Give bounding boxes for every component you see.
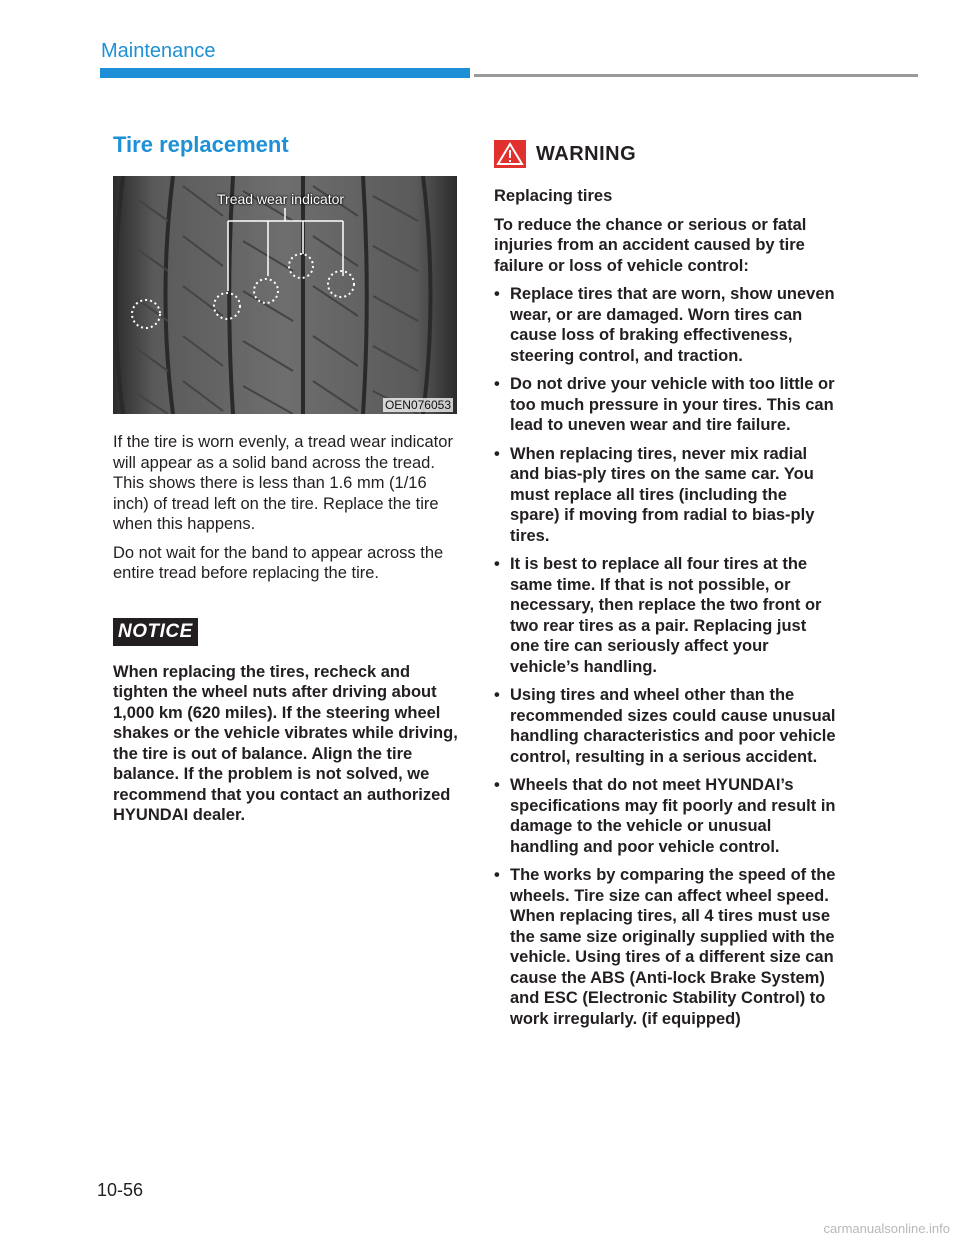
list-item-text: Using tires and wheel other than the recommended sizes could cause unusual handling characteristics and poor vehicle control, resulting in a serious accident. — [510, 686, 836, 766]
left-column — [113, 132, 459, 826]
warning-box — [494, 140, 840, 1037]
page-number: 10-56 — [97, 1180, 144, 1200]
list-item — [494, 775, 840, 857]
warning-title: WARNING — [536, 142, 637, 165]
notice-text: When replacing the tires, recheck and tighten the wheel nuts after driving about 1,000 km (620 miles). If the steering wheel shakes or the vehicle vibrates while driving, the tire is out of balance. Align the tire balance. If the problem is not solved, we recommend that you contact an authorized HYUNDAI dealer. — [113, 662, 458, 824]
list-item — [494, 284, 840, 366]
tire-tread-illustration — [113, 176, 457, 414]
paragraph: Do not wait for the band to appear across the entire tread before replacing the tire. — [113, 543, 444, 582]
photo-code: OEN076053 — [384, 398, 451, 412]
bullet: • — [494, 866, 500, 884]
list-item — [494, 685, 840, 767]
tread-wear-indicator-label: Tread wear indicator — [217, 191, 345, 207]
list-item-text: It is best to replace all four tires at the same time. If that is not possible, or necessary, then replace the two front or two rear tires as a pair. Replacing just one tire can seriously affect your vehicle’s handling. — [510, 555, 822, 676]
notice-badge: NOTICE — [113, 618, 198, 646]
warning-triangle-icon — [494, 140, 526, 168]
tire-tread-photo — [113, 176, 457, 414]
list-item — [494, 865, 840, 1029]
warning-intro: To reduce the chance or serious or fatal injuries from an accident caused by tire failure or loss of vehicle control: — [494, 215, 807, 275]
header-rule — [474, 74, 918, 77]
bullet: • — [494, 686, 500, 704]
tire-replacement-heading: Tire replacement — [113, 132, 289, 157]
list-item — [494, 554, 840, 677]
warning-header — [494, 140, 840, 168]
bullet: • — [494, 285, 500, 303]
watermark: carmanualsonline.info — [823, 1221, 950, 1236]
warning-list — [494, 284, 840, 1029]
paragraph: If the tire is worn evenly, a tread wear indicator will appear as a solid band across the tread. This shows there is less than 1.6 mm (1/16 inch) of tread left on the tire. Replace the tire when this happens. — [113, 433, 453, 533]
list-item — [494, 444, 840, 547]
warning-subtitle: Replacing tires — [494, 187, 613, 205]
list-item-text: Do not drive your vehicle with too little or too much pressure in your tires. This can lead to uneven wear and tire failure. — [510, 375, 835, 434]
list-item-text: When replacing tires, never mix radial and bias-ply tires on the same car. You must replace all tires (including the spare) if moving from radial to bias-ply tires. — [510, 444, 815, 545]
bullet: • — [494, 776, 500, 794]
header-rule-accent — [100, 68, 470, 78]
list-item-text: The works by comparing the speed of the wheels. Tire size can affect wheel speed. When replacing tires, all 4 tires must use the same size originally supplied with the vehicle. Using tires of a different size can cause the ABS (Anti-lock Brake System) and ESC (Electronic Stability Control) to work irregularly. (if equipped) — [510, 866, 836, 1028]
section-title: Maintenance — [101, 40, 216, 62]
list-item-text: Replace tires that are worn, show uneven wear, or are damaged. Worn tires can cause loss of braking effectiveness, steering control, and traction. — [510, 285, 835, 365]
list-item — [494, 374, 840, 436]
list-item-text: Wheels that do not meet HYUNDAI’s specifications may fit poorly and result in damage to the vehicle or unusual handling and poor vehicle control. — [510, 776, 836, 856]
bullet: • — [494, 375, 500, 393]
bullet: • — [494, 444, 500, 463]
bullet: • — [494, 555, 500, 573]
